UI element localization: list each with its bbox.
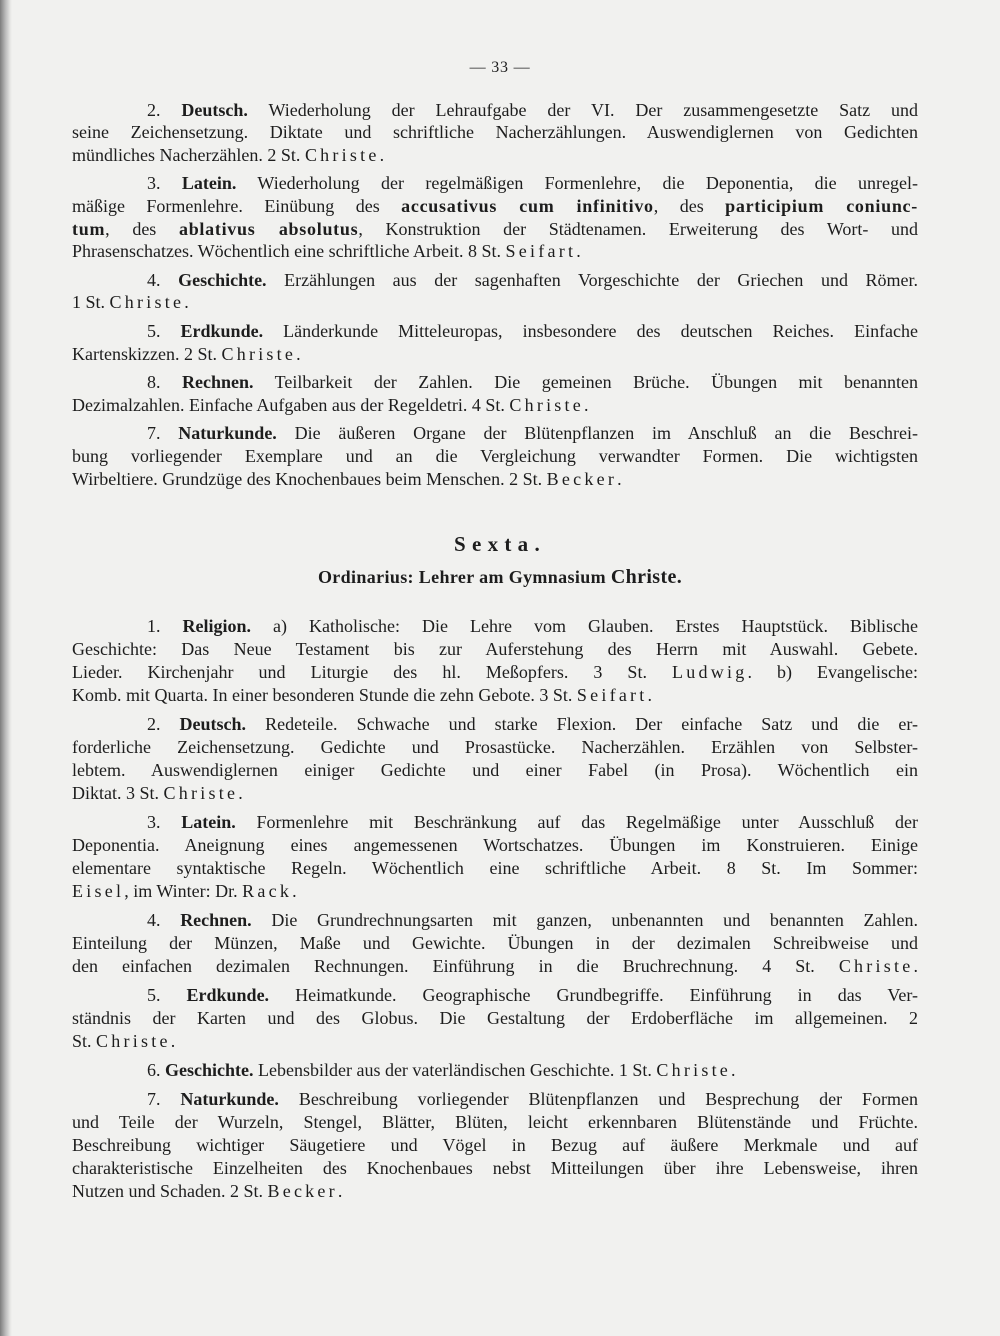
subject-geschichte	[72, 1059, 918, 1082]
item-number: 3.	[147, 173, 161, 194]
line-text: Länderkunde Mitteleuropas, insbesondere des deutschen Reiches. Einfache	[283, 321, 919, 342]
teacher-name: Eisel	[72, 880, 125, 901]
text-line	[72, 172, 918, 195]
line-text: bung vorliegender Exemplare und an die Vergleichung verwandter Formen. Die wichtigsten	[72, 446, 918, 466]
subject-label: Deutsch.	[179, 713, 247, 734]
subject-rechnen	[72, 909, 918, 978]
line-text: .	[731, 1059, 736, 1080]
line-text: seine Zeichensetzung. Diktate und schriftliche Nacherzählungen. Auswendiglernen von Gedichten	[72, 122, 918, 143]
ordinarius-text: Lehrer am Gymnasium	[418, 567, 606, 587]
line-text: forderliche Zeichensetzung. Gedichte und Prosastücke. Nacherzählen. Erzählen von Selbster-	[72, 736, 918, 757]
text-line	[72, 195, 918, 218]
subject-label: Rechnen.	[181, 372, 254, 393]
text-line	[72, 445, 918, 468]
line-text: Kartenskizzen. 2 St.	[72, 343, 222, 364]
teacher-name: Becker	[546, 468, 618, 489]
text-line	[72, 99, 918, 122]
line-text: Wiederholung der regelmäßigen Formenlehre, die Deponentia, die unregel-	[257, 173, 918, 194]
line-text: Wirbeltiere. Grundzüge des Knochenbaues beim Menschen. 2 St.	[72, 468, 547, 489]
subject-label: Religion.	[182, 615, 252, 636]
subject-rechnen	[72, 371, 918, 416]
text-line	[72, 834, 918, 857]
line-text: , des	[105, 218, 179, 239]
text-line	[72, 144, 918, 167]
line-text: .	[913, 955, 918, 976]
subject-label: Geschichte.	[178, 269, 267, 290]
text-line	[72, 320, 918, 343]
text-line	[72, 1030, 918, 1053]
line-text: Diktat. 3 St.	[72, 782, 164, 803]
text-line	[72, 661, 918, 684]
text-line	[72, 1059, 918, 1082]
text-line	[72, 1157, 918, 1180]
subject-erdkunde	[72, 320, 918, 365]
line-text: Phrasenschatzes. Wöchentlich eine schriftliche Arbeit. 8 St.	[72, 241, 506, 262]
subject-label: Erdkunde.	[186, 984, 270, 1005]
line-text: charakteristische Einzelheiten des Knochenbaues nebst Mitteilungen über ihre Lebensweise, ihren	[72, 1157, 918, 1178]
latin-term: participium coniunc-	[725, 196, 918, 217]
text-line	[72, 1180, 918, 1203]
ordinarius-name: Christe.	[610, 566, 683, 588]
teacher-name: Christe	[221, 343, 297, 364]
teacher-name: Seifart	[505, 241, 577, 262]
line-text: .	[617, 468, 622, 489]
line-text: Nutzen und Schaden. 2 St.	[72, 1180, 268, 1201]
text-line	[72, 218, 918, 241]
section-title-sexta: Sexta.	[453, 532, 547, 556]
teacher-name: Ludwig	[672, 661, 748, 682]
line-text: .	[292, 880, 297, 901]
line-text: .	[379, 144, 385, 165]
line-text: Lebensbilder aus der vaterländischen Geschichte. 1 St.	[257, 1059, 657, 1080]
text-line	[72, 880, 918, 903]
subject-label: Latein.	[181, 811, 236, 832]
text-line	[72, 638, 918, 661]
subject-deutsch	[72, 99, 918, 167]
text-line	[72, 240, 918, 263]
line-text: .	[170, 1030, 176, 1051]
scan-binding-edge	[0, 0, 12, 1336]
item-number: 2.	[147, 99, 161, 120]
text-line	[72, 909, 918, 932]
line-text: .	[647, 684, 653, 705]
latin-term: tum	[72, 218, 106, 239]
text-line	[72, 394, 918, 417]
line-text: Dezimalzahlen. Einfache Aufgaben aus der Regeldetri. 4 St.	[72, 394, 510, 415]
text-line	[72, 713, 918, 736]
teacher-name: Seifart	[576, 684, 648, 705]
line-text: Komb. mit Quarta. In einer besonderen Stunde die zehn Gebote. 3 St.	[72, 684, 577, 705]
teacher-name: Christe	[96, 1030, 171, 1051]
line-text: Die Grundrechnungsarten mit ganzen, unbenannten und benannten Zahlen.	[271, 909, 918, 930]
subject-naturkunde	[72, 1088, 918, 1203]
text-line	[72, 371, 918, 394]
item-number: 5.	[147, 984, 161, 1005]
teacher-name: Christe	[304, 144, 380, 165]
line-text: , des	[653, 196, 726, 217]
line-text: Lieder. Kirchenjahr und Liturgie des hl. Meßopfers. 3 St.	[72, 661, 672, 682]
teacher-name: Christe	[163, 782, 239, 803]
latin-term: ablativus absolutus	[178, 218, 359, 239]
text-line	[72, 121, 918, 144]
item-number: 7.	[147, 1088, 161, 1109]
previous-class-section	[72, 99, 918, 491]
line-text: Deponentia. Aneignung eines angemessenen Wortschatzes. Übungen im Konstruieren. Einige	[72, 834, 918, 855]
line-text: den einfachen dezimalen Rechnungen. Einführung in die Bruchrechnung. 4 St.	[72, 955, 839, 976]
line-text: .	[238, 782, 243, 803]
item-number: 5.	[147, 321, 161, 342]
line-text: Geschichte: Das Neue Testament bis zur Auferstehung des Herrn mit Auswahl. Gebete.	[72, 638, 918, 659]
subject-latein	[72, 172, 918, 262]
text-line	[72, 811, 918, 834]
text-line	[72, 291, 918, 314]
text-line	[72, 984, 918, 1007]
line-text: Beschreibung vorliegender Blütenpflanzen und Besprechung der Formen	[298, 1088, 918, 1109]
text-line	[72, 615, 918, 638]
teacher-name: Christe	[509, 394, 585, 415]
line-text: St.	[72, 1030, 97, 1051]
line-text: .	[584, 394, 589, 415]
latin-term: accusativus cum infinitivo	[401, 196, 654, 217]
item-number: 8.	[147, 372, 161, 393]
text-line	[72, 759, 918, 782]
page-number: — 33 —	[469, 59, 531, 76]
ordinarius-line	[0, 565, 1000, 589]
item-number: 7.	[147, 423, 161, 444]
subject-naturkunde	[72, 422, 918, 490]
text-line	[72, 857, 918, 880]
text-line	[72, 684, 918, 707]
item-number: 6.	[147, 1059, 161, 1080]
text-line	[72, 955, 918, 978]
item-number: 3.	[147, 811, 161, 832]
text-line	[72, 782, 918, 805]
line-text: .	[576, 241, 581, 262]
line-text: Erzählungen aus der sagenhaften Vorgeschichte der Griechen und Römer.	[284, 269, 919, 290]
line-text: lebtem. Auswendiglernen einiger Gedichte und einer Fabel (in Prosa). Wöchentlich ein	[72, 759, 918, 780]
subject-label: Latein.	[181, 173, 237, 194]
line-text: Die äußeren Organe der Blütenpflanzen im Anschluß an die Beschrei-	[294, 423, 919, 444]
text-line	[72, 422, 918, 445]
text-line	[72, 269, 918, 292]
ordinarius-label: Ordinarius:	[317, 567, 414, 587]
subject-religion	[72, 615, 918, 707]
item-number: 4.	[147, 909, 161, 930]
teacher-name: Christe	[656, 1059, 732, 1080]
line-text: ständnis der Karten und des Globus. Die Gestaltung der Erdoberfläche im allgemeinen. 2	[72, 1007, 918, 1028]
line-text: mäßige Formenlehre. Einübung des	[72, 196, 402, 217]
subject-label: Geschichte.	[165, 1059, 254, 1080]
subject-geschichte	[72, 269, 918, 314]
line-text: Teilbarkeit der Zahlen. Die gemeinen Brüche. Übungen mit benannten	[274, 372, 919, 393]
text-line	[72, 736, 918, 759]
line-text: Heimatkunde. Geographische Grundbegriffe. Einführung in das Ver-	[295, 984, 918, 1005]
subject-latein	[72, 811, 918, 903]
teacher-name: Rack	[242, 880, 293, 901]
text-line	[72, 468, 918, 491]
teacher-name: Becker	[267, 1180, 338, 1201]
subject-deutsch	[72, 713, 918, 805]
line-text: , im Winter: Dr.	[124, 880, 243, 901]
teacher-name: Christe	[109, 292, 185, 313]
line-text: .	[184, 292, 189, 313]
text-line	[72, 1088, 918, 1111]
text-line	[72, 1111, 918, 1134]
sexta-section	[72, 615, 918, 1203]
subject-label: Rechnen.	[180, 909, 252, 930]
line-text: Beschreibung wichtiger Säugetiere und Vögel in Bezug auf äußere Merkmale und auf	[72, 1134, 918, 1155]
line-text: , Konstruktion der Städtenamen. Erweiterung des Wort- und	[358, 218, 919, 239]
subject-label: Naturkunde.	[178, 423, 277, 444]
line-text: a) Katholische: Die Lehre vom Glauben. Erstes Hauptstück. Biblische	[273, 615, 918, 636]
text-line	[72, 932, 918, 955]
line-text: .	[337, 1180, 343, 1201]
line-text: elementare syntaktische Regeln. Wöchentlich eine schriftliche Arbeit. 8 St. Im Sommer:	[72, 857, 918, 878]
item-number: 4.	[147, 269, 161, 290]
line-text: Einteilung der Münzen, Maße und Gewichte. Übungen in der dezimalen Schreibweise und	[72, 932, 918, 953]
line-text: .	[296, 343, 301, 364]
text-line	[72, 343, 918, 366]
subject-label: Erdkunde.	[180, 321, 264, 342]
item-number: 2.	[147, 713, 161, 734]
teacher-name: Christe	[838, 955, 914, 976]
line-text: Wiederholung der Lehraufgabe der VI. Der zusammengesetzte Satz und	[268, 99, 919, 120]
subject-erdkunde	[72, 984, 918, 1053]
line-text: Formenlehre mit Beschränkung auf das Regelmäßige unter Ausschluß der	[256, 811, 919, 832]
subject-label: Deutsch.	[181, 99, 248, 120]
line-text: 1 St.	[72, 292, 110, 313]
text-line	[72, 1007, 918, 1030]
line-text: und Teile der Wurzeln, Stengel, Blätter, Blüten, leicht erkennbaren Blütenstände und Früchte.	[72, 1111, 918, 1132]
line-text: mündliches Nacherzählen. 2 St.	[72, 144, 305, 165]
subject-label: Naturkunde.	[180, 1088, 279, 1109]
item-number: 1.	[147, 615, 161, 636]
line-text: Redeteile. Schwache und starke Flexion. Der einfache Satz und die er-	[265, 713, 918, 734]
text-line	[72, 1134, 918, 1157]
line-text: . b) Evangelische:	[747, 661, 918, 682]
